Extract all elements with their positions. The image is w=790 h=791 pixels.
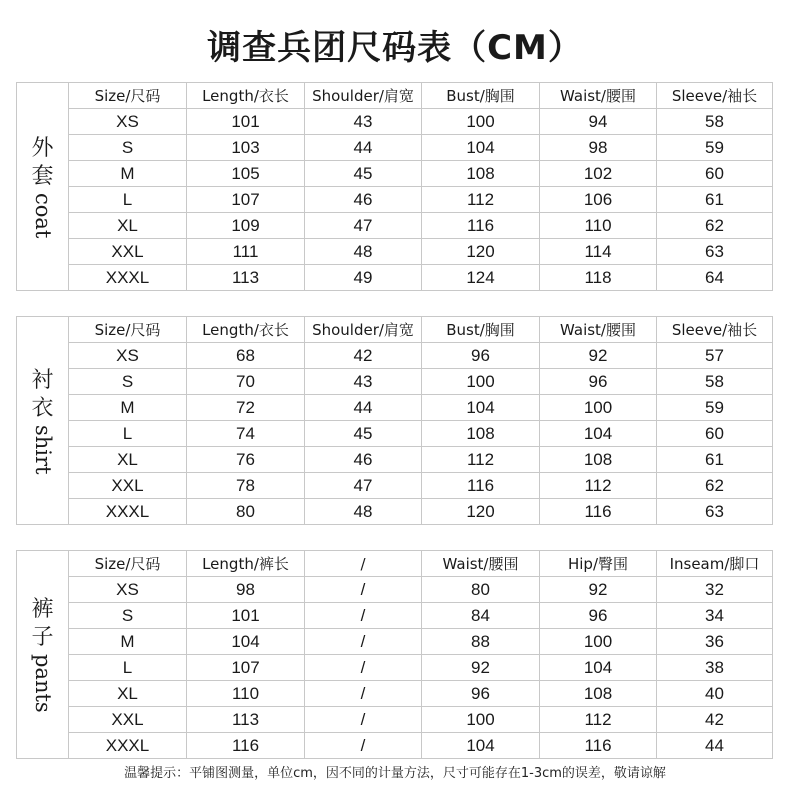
measurement-cell: 100 [422, 369, 540, 395]
measurement-cell: 45 [305, 421, 422, 447]
side-label-cn: 套 [31, 163, 54, 189]
measurement-cell: 112 [422, 187, 540, 213]
side-label-cn: 衬 [31, 367, 54, 393]
measurement-cell: 111 [187, 239, 305, 265]
measurement-cell: 47 [305, 473, 422, 499]
column-header: Shoulder/肩宽 [305, 317, 422, 343]
table-row [17, 161, 773, 187]
measurement-cell: 107 [187, 655, 305, 681]
measurement-cell: / [305, 629, 422, 655]
measurement-cell: 101 [187, 109, 305, 135]
measurement-cell: / [305, 707, 422, 733]
measurement-cell: 100 [422, 707, 540, 733]
measurement-cell: 59 [657, 395, 773, 421]
section-side-label [17, 83, 69, 291]
measurement-cell: 104 [540, 655, 657, 681]
table-row [17, 135, 773, 161]
measurement-cell: 48 [305, 239, 422, 265]
table-row [17, 395, 773, 421]
column-header: Waist/腰围 [540, 83, 657, 109]
measurement-cell: 116 [540, 499, 657, 525]
measurement-cell: 59 [657, 135, 773, 161]
column-header: Sleeve/袖长 [657, 317, 773, 343]
table-row [17, 187, 773, 213]
size-cell: XXL [69, 473, 187, 499]
measurement-cell: 104 [540, 421, 657, 447]
measurement-cell: 104 [422, 395, 540, 421]
measurement-cell: 48 [305, 499, 422, 525]
size-cell: XL [69, 681, 187, 707]
measurement-cell: 40 [657, 681, 773, 707]
measurement-cell: 100 [540, 395, 657, 421]
measurement-cell: 61 [657, 447, 773, 473]
measurement-cell: / [305, 603, 422, 629]
measurement-cell: 104 [187, 629, 305, 655]
measurement-cell: 110 [187, 681, 305, 707]
measurement-cell: / [305, 577, 422, 603]
size-cell: M [69, 395, 187, 421]
measurement-cell: 120 [422, 239, 540, 265]
measurement-cell: 116 [540, 733, 657, 759]
measurement-cell: 42 [305, 343, 422, 369]
column-header: Length/衣长 [187, 317, 305, 343]
side-label-cn: 子 [31, 625, 54, 651]
measurement-cell: 60 [657, 421, 773, 447]
measurement-cell: 74 [187, 421, 305, 447]
measurement-cell: 64 [657, 265, 773, 291]
size-cell: L [69, 187, 187, 213]
coat-size-table [16, 82, 772, 291]
side-label-en: shirt [31, 424, 55, 475]
measurement-cell: 44 [657, 733, 773, 759]
column-header: Length/衣长 [187, 83, 305, 109]
measurement-cell: 105 [187, 161, 305, 187]
measurement-cell: 80 [422, 577, 540, 603]
column-header: Shoulder/肩宽 [305, 83, 422, 109]
side-label-cn: 外 [31, 135, 54, 161]
measurement-cell: / [305, 733, 422, 759]
size-cell: S [69, 603, 187, 629]
table-row [17, 265, 773, 291]
measurement-cell: 98 [540, 135, 657, 161]
table-header-row [17, 551, 773, 577]
column-header: Hip/臀围 [540, 551, 657, 577]
table-row [17, 239, 773, 265]
measurement-cell: 103 [187, 135, 305, 161]
size-cell: XXL [69, 707, 187, 733]
table-row [17, 681, 773, 707]
page-title: 调查兵团尺码表（CM） [207, 28, 583, 68]
measurement-cell: 76 [187, 447, 305, 473]
measurement-cell: 120 [422, 499, 540, 525]
measurement-cell: 108 [540, 447, 657, 473]
table-row [17, 733, 773, 759]
measurement-cell: 113 [187, 707, 305, 733]
size-cell: XS [69, 109, 187, 135]
measurement-cell: 49 [305, 265, 422, 291]
shirt-size-table [16, 316, 772, 525]
measurement-cell: 57 [657, 343, 773, 369]
measurement-cell: 116 [187, 733, 305, 759]
measurement-cell: 62 [657, 473, 773, 499]
footer-note: 温馨提示：平铺图测量，单位cm，因不同的计量方法，尺寸可能存在1-3cm的误差，敬请谅解 [124, 766, 666, 781]
size-cell: XXXL [69, 265, 187, 291]
column-header: Size/尺码 [69, 317, 187, 343]
measurement-cell: 32 [657, 577, 773, 603]
measurement-cell: / [305, 681, 422, 707]
table-row [17, 473, 773, 499]
side-label-en: pants [31, 654, 55, 713]
column-header: Bust/胸围 [422, 83, 540, 109]
measurement-cell: 58 [657, 109, 773, 135]
measurement-cell: 96 [540, 369, 657, 395]
column-header: Bust/胸围 [422, 317, 540, 343]
column-header: / [305, 551, 422, 577]
measurement-cell: 92 [540, 577, 657, 603]
table-row [17, 577, 773, 603]
measurement-cell: 80 [187, 499, 305, 525]
measurement-cell: 102 [540, 161, 657, 187]
size-cell: XL [69, 447, 187, 473]
measurement-cell: 92 [540, 343, 657, 369]
measurement-cell: 108 [540, 681, 657, 707]
section-side-label [17, 317, 69, 525]
size-cell: M [69, 629, 187, 655]
measurement-cell: 72 [187, 395, 305, 421]
measurement-cell: 100 [422, 109, 540, 135]
size-cell: XS [69, 577, 187, 603]
measurement-cell: 88 [422, 629, 540, 655]
measurement-cell: 78 [187, 473, 305, 499]
table-row [17, 707, 773, 733]
size-table [16, 550, 773, 759]
measurement-cell: 47 [305, 213, 422, 239]
measurement-cell: 113 [187, 265, 305, 291]
measurement-cell: 104 [422, 733, 540, 759]
table-row [17, 213, 773, 239]
measurement-cell: 62 [657, 213, 773, 239]
measurement-cell: 36 [657, 629, 773, 655]
measurement-cell: 96 [540, 603, 657, 629]
section-side-label [17, 551, 69, 759]
measurement-cell: 110 [540, 213, 657, 239]
table-header-row [17, 83, 773, 109]
side-label-cn: 衣 [31, 395, 54, 421]
table-row [17, 499, 773, 525]
measurement-cell: 92 [422, 655, 540, 681]
measurement-cell: / [305, 655, 422, 681]
size-cell: XL [69, 213, 187, 239]
measurement-cell: 61 [657, 187, 773, 213]
measurement-cell: 60 [657, 161, 773, 187]
pants-size-table [16, 550, 772, 759]
measurement-cell: 43 [305, 109, 422, 135]
table-row [17, 369, 773, 395]
measurement-cell: 94 [540, 109, 657, 135]
size-cell: S [69, 135, 187, 161]
measurement-cell: 63 [657, 239, 773, 265]
measurement-cell: 63 [657, 499, 773, 525]
measurement-cell: 46 [305, 187, 422, 213]
measurement-cell: 70 [187, 369, 305, 395]
size-cell: S [69, 369, 187, 395]
measurement-cell: 101 [187, 603, 305, 629]
column-header: Size/尺码 [69, 83, 187, 109]
size-cell: L [69, 421, 187, 447]
table-row [17, 629, 773, 655]
measurement-cell: 112 [422, 447, 540, 473]
measurement-cell: 38 [657, 655, 773, 681]
table-row [17, 447, 773, 473]
measurement-cell: 124 [422, 265, 540, 291]
measurement-cell: 106 [540, 187, 657, 213]
measurement-cell: 84 [422, 603, 540, 629]
table-row [17, 109, 773, 135]
column-header: Size/尺码 [69, 551, 187, 577]
size-cell: XS [69, 343, 187, 369]
measurement-cell: 108 [422, 161, 540, 187]
measurement-cell: 42 [657, 707, 773, 733]
measurement-cell: 98 [187, 577, 305, 603]
column-header: Inseam/脚口 [657, 551, 773, 577]
side-label-cn: 裤 [31, 597, 54, 623]
table-row [17, 603, 773, 629]
measurement-cell: 44 [305, 135, 422, 161]
measurement-cell: 96 [422, 681, 540, 707]
table-row [17, 655, 773, 681]
measurement-cell: 100 [540, 629, 657, 655]
measurement-cell: 109 [187, 213, 305, 239]
measurement-cell: 116 [422, 473, 540, 499]
measurement-cell: 58 [657, 369, 773, 395]
measurement-cell: 45 [305, 161, 422, 187]
size-table [16, 82, 773, 291]
table-header-row [17, 317, 773, 343]
size-cell: M [69, 161, 187, 187]
table-row [17, 421, 773, 447]
measurement-cell: 34 [657, 603, 773, 629]
measurement-cell: 46 [305, 447, 422, 473]
measurement-cell: 118 [540, 265, 657, 291]
measurement-cell: 108 [422, 421, 540, 447]
size-cell: XXXL [69, 499, 187, 525]
size-cell: XXL [69, 239, 187, 265]
measurement-cell: 96 [422, 343, 540, 369]
measurement-cell: 112 [540, 707, 657, 733]
measurement-cell: 116 [422, 213, 540, 239]
size-cell: L [69, 655, 187, 681]
measurement-cell: 43 [305, 369, 422, 395]
column-header: Waist/腰围 [540, 317, 657, 343]
size-table [16, 316, 773, 525]
side-label-en: coat [31, 192, 55, 239]
measurement-cell: 107 [187, 187, 305, 213]
measurement-cell: 104 [422, 135, 540, 161]
measurement-cell: 44 [305, 395, 422, 421]
table-row [17, 343, 773, 369]
measurement-cell: 68 [187, 343, 305, 369]
column-header: Sleeve/袖长 [657, 83, 773, 109]
column-header: Length/裤长 [187, 551, 305, 577]
size-cell: XXXL [69, 733, 187, 759]
measurement-cell: 112 [540, 473, 657, 499]
column-header: Waist/腰围 [422, 551, 540, 577]
measurement-cell: 114 [540, 239, 657, 265]
